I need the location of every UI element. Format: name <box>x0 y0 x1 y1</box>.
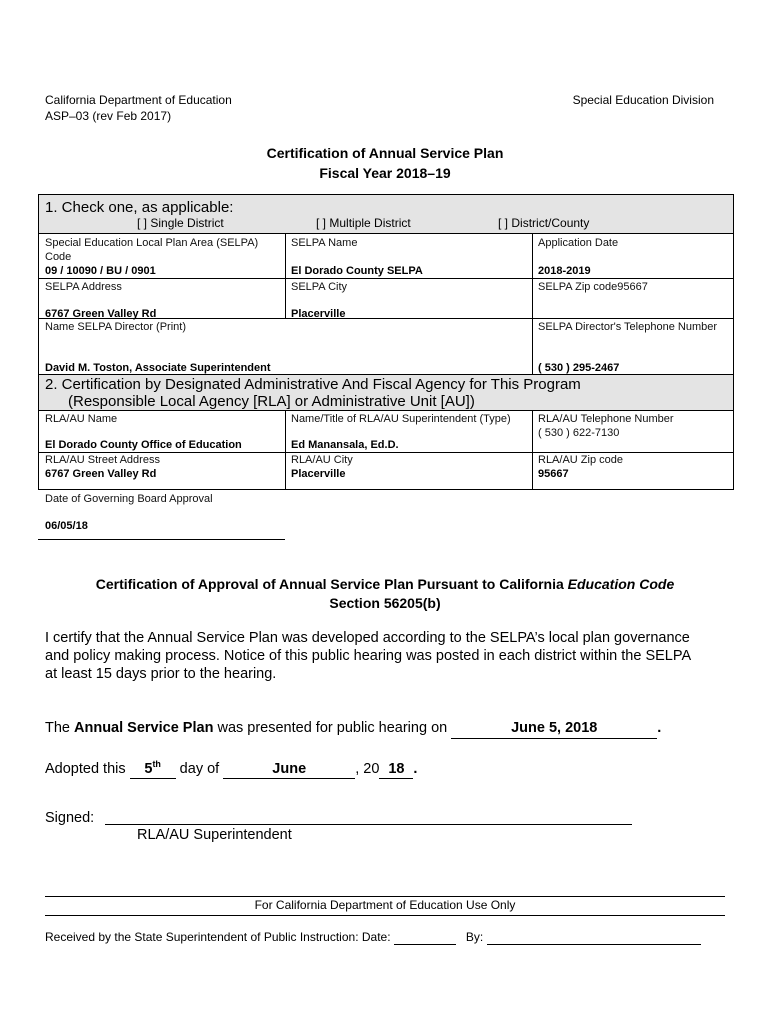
director-phone-label: SELPA Director's Telephone Number <box>538 321 718 333</box>
option-label: Multiple District <box>329 216 411 230</box>
rla-phone-value[interactable]: ( 530 ) 622-7130 <box>538 427 620 439</box>
board-approval-underline <box>38 539 285 540</box>
selpa-name-label: SELPA Name <box>291 237 358 249</box>
option-label: District/County <box>511 216 590 230</box>
approval-title-text: Certification of Approval of Annual Service Plan Pursuant to California <box>95 576 568 592</box>
divider <box>532 410 533 489</box>
period: . <box>657 720 662 736</box>
application-date-label: Application Date <box>538 237 619 249</box>
approval-title-line1 <box>0 575 770 594</box>
selpa-zip-label[interactable]: SELPA Zip code95667 <box>538 281 648 293</box>
year-prefix: , 20 <box>355 760 380 777</box>
form-id: ASP–03 (rev Feb 2017) <box>45 109 172 123</box>
adopted-day: 5 <box>144 760 153 777</box>
footer-divider <box>45 915 725 916</box>
division-name: Special Education Division <box>572 93 714 107</box>
selpa-name-value[interactable]: El Dorado County SELPA <box>291 265 423 277</box>
fiscal-year: Fiscal Year 2018–19 <box>319 165 451 181</box>
certification-paragraph-line3: at least 15 days prior to the hearing. <box>45 666 277 682</box>
checkbox[interactable]: [ ] <box>137 216 148 230</box>
rla-phone-label: RLA/AU Telephone Number <box>538 413 674 425</box>
rla-zip-value[interactable]: 95667 <box>538 468 569 480</box>
footer-divider <box>45 896 725 897</box>
approval-title-line2: Section 56205(b) <box>329 595 441 611</box>
received-by-field[interactable] <box>487 930 701 945</box>
board-approval-label: Date of Governing Board Approval <box>45 493 213 505</box>
divider <box>39 233 733 234</box>
adopted-line <box>45 755 417 779</box>
signature-line[interactable] <box>105 824 632 825</box>
presented-text: The <box>45 720 75 736</box>
divider <box>39 410 733 411</box>
public-hearing-line <box>45 719 661 739</box>
signed-label: Signed: <box>45 810 95 826</box>
adopted-month-field[interactable]: June <box>223 760 355 780</box>
director-name-label: Name SELPA Director (Print) <box>45 321 187 333</box>
option-multiple-district[interactable] <box>316 216 411 230</box>
rla-street-label: RLA/AU Street Address <box>45 454 160 466</box>
by-label: By: <box>465 930 487 944</box>
option-label: Single District <box>150 216 224 230</box>
option-single-district[interactable] <box>137 216 224 230</box>
selpa-code-label: Special Education Local Plan Area (SELPA) Code <box>45 237 259 263</box>
superintendent-label: Name/Title of RLA/AU Superintendent (Type) <box>291 413 511 425</box>
hearing-date-field[interactable]: June 5, 2018 <box>451 719 657 739</box>
education-code-text: Education Code <box>567 576 675 592</box>
received-line <box>45 930 701 945</box>
board-approval-value[interactable]: 06/05/18 <box>45 520 88 532</box>
adopted-text: Adopted this <box>45 760 130 777</box>
certification-paragraph-line1: I certify that the Annual Service Plan was developed according to the SELPA’s local plan governance <box>45 630 690 646</box>
director-name-value[interactable]: David M. Toston, Associate Superintendent <box>45 362 271 374</box>
rla-city-label: RLA/AU City <box>291 454 353 466</box>
rla-name-label: RLA/AU Name <box>45 413 118 425</box>
adopted-year-field[interactable]: 18 <box>379 760 413 780</box>
selpa-address-value[interactable]: 6767 Green Valley Rd <box>45 308 157 320</box>
rla-street-value[interactable]: 6767 Green Valley Rd <box>45 468 157 480</box>
superintendent-value[interactable]: Ed Manansala, Ed.D. <box>291 439 399 451</box>
director-phone-value[interactable]: ( 530 ) 295-2467 <box>538 362 620 374</box>
selpa-city-value[interactable]: Placerville <box>291 308 346 320</box>
period: . <box>413 760 418 777</box>
adopted-day-field[interactable] <box>130 755 176 779</box>
rla-name-value[interactable]: El Dorado County Office of Education <box>45 439 242 451</box>
selpa-city-label: SELPA City <box>291 281 348 293</box>
adopted-day-suffix: th <box>152 759 161 769</box>
divider <box>285 233 286 318</box>
certification-paragraph-line2: and policy making process. Notice of this public hearing was posted in each district within the SELPA <box>45 648 692 664</box>
cde-use-only: For California Department of Education Use Only <box>254 898 516 912</box>
checkbox[interactable]: [ ] <box>316 216 327 230</box>
signer-title: RLA/AU Superintendent <box>137 827 292 843</box>
application-date-value[interactable]: 2018-2019 <box>538 265 591 277</box>
presented-text-2: was presented for public hearing on <box>213 720 452 736</box>
day-of-text: day of <box>175 760 224 777</box>
divider <box>285 410 286 489</box>
checkbox[interactable]: [ ] <box>498 216 509 230</box>
divider <box>39 374 733 375</box>
selpa-address-label: SELPA Address <box>45 281 122 293</box>
section2-heading-line1: 2. Certification by Designated Administrative And Fiscal Agency for This Program <box>45 376 581 393</box>
received-date-field[interactable] <box>394 930 456 945</box>
annual-service-plan-text: Annual Service Plan <box>74 720 214 736</box>
rla-zip-label: RLA/AU Zip code <box>538 454 623 466</box>
section1-heading: 1. Check one, as applicable: <box>45 199 234 216</box>
selpa-code-value[interactable]: 09 / 10090 / BU / 0901 <box>45 265 156 277</box>
department-name: California Department of Education <box>45 93 232 107</box>
divider <box>532 233 533 375</box>
section2-heading-line2: (Responsible Local Agency [RLA] or Administrative Unit [AU]) <box>68 393 475 410</box>
rla-city-value[interactable]: Placerville <box>291 468 346 480</box>
form-title: Certification of Annual Service Plan <box>266 145 504 161</box>
received-text: Received by the State Superintendent of Public Instruction: Date: <box>45 930 394 944</box>
divider <box>39 278 733 279</box>
option-district-county[interactable] <box>498 216 589 230</box>
